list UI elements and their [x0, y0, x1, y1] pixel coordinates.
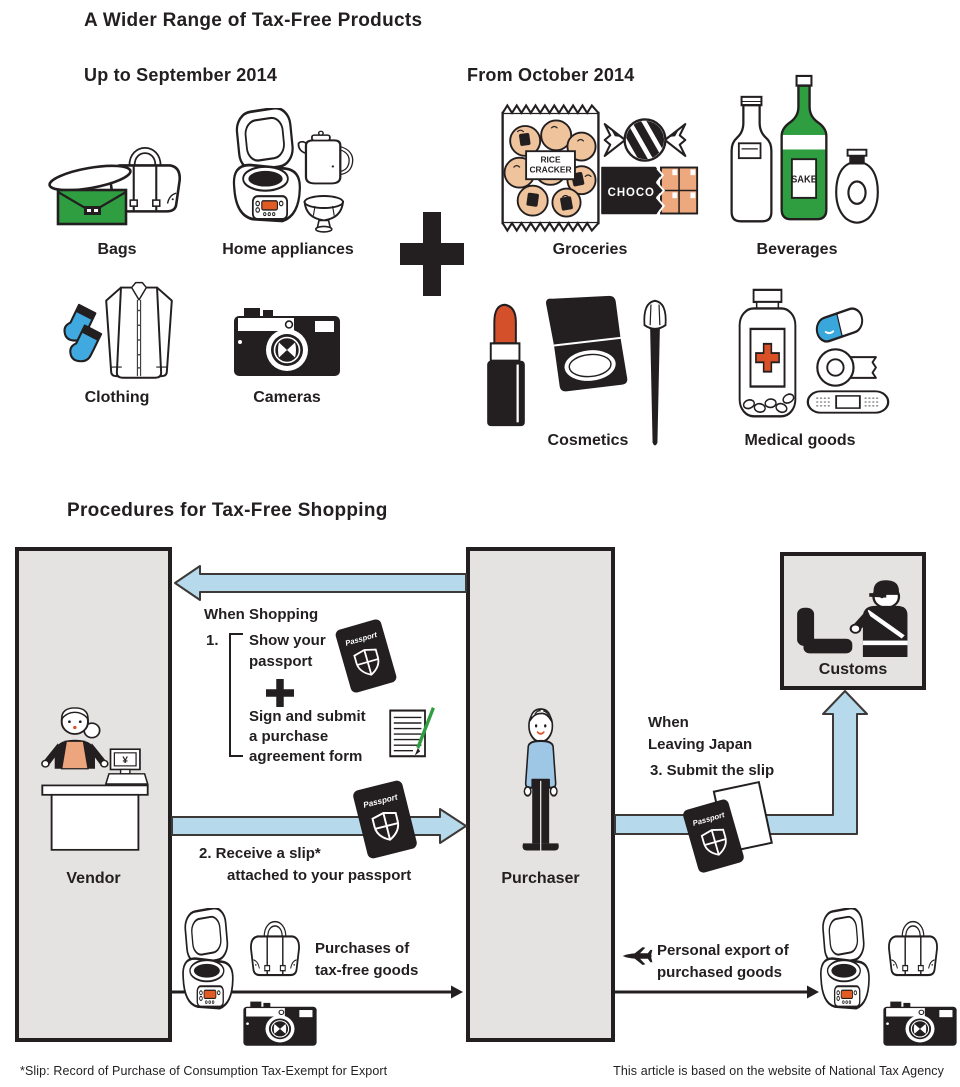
step1-show-line1: Show your — [249, 632, 326, 649]
purchases-line2: tax-free goods — [315, 962, 419, 979]
purchase-form-icon — [389, 705, 437, 759]
rice-cracker-icon — [497, 98, 605, 238]
rice-cracker-label-line2: CRACKER — [529, 164, 572, 175]
after-heading: From October 2014 — [467, 65, 635, 85]
cup-icon — [303, 194, 347, 234]
step2-line1: 2. Receive a slip* — [199, 845, 321, 862]
register-currency-symbol: ¥ — [122, 755, 129, 766]
step1-sign-line3: agreement form — [249, 748, 363, 765]
tape-icon — [813, 345, 882, 390]
step1-bracket — [229, 633, 243, 757]
export-line1: Personal export of — [657, 942, 789, 959]
purchaser-illustration — [510, 702, 572, 854]
product-label-cameras: Cameras — [253, 389, 321, 406]
purchases-line1: Purchases of — [315, 940, 410, 957]
step1-sign-line2: a purchase — [249, 728, 329, 745]
vendor-label: Vendor — [66, 870, 121, 887]
leaving-line2: Leaving Japan — [648, 736, 753, 753]
duffel-bag-icon — [886, 916, 940, 978]
product-label-home-appliances: Home appliances — [222, 241, 354, 258]
step1-number: 1. — [206, 632, 219, 649]
when-shopping-heading: When Shopping — [204, 606, 319, 623]
step1-show-line2: passport — [249, 653, 313, 670]
blue-arrow-to-vendor — [172, 564, 467, 602]
product-label-bags: Bags — [97, 241, 137, 258]
kettle-icon — [297, 126, 353, 188]
sake-label: SAKE — [791, 174, 817, 186]
product-label-groceries: Groceries — [552, 241, 628, 258]
shirt-icon — [98, 281, 180, 381]
bandage-icon — [806, 386, 890, 418]
lipstick-icon — [480, 301, 532, 431]
black-arrow-export — [615, 983, 824, 1001]
socks-icon — [56, 303, 104, 365]
passport-icon — [333, 616, 400, 695]
pill-bottle-icon — [735, 288, 800, 420]
product-label-beverages: Beverages — [756, 241, 838, 258]
leaving-line1: When — [648, 714, 689, 731]
choco-label: CHOCO — [607, 187, 655, 200]
sake-bottle-icon — [777, 74, 831, 224]
purchaser-label: Purchaser — [501, 870, 580, 887]
product-label-clothing: Clothing — [84, 389, 150, 406]
brush-icon — [638, 297, 672, 452]
camera-icon — [231, 304, 343, 378]
passport-icon — [350, 778, 420, 862]
blue-arrow-to-purchaser — [172, 806, 469, 846]
step3-text: 3. Submit the slip — [650, 762, 775, 779]
chocolate-icon — [600, 156, 700, 225]
bags-icon — [48, 136, 184, 228]
compact-icon — [535, 294, 630, 418]
product-label-medical-goods: Medical goods — [744, 432, 856, 449]
vendor-illustration — [33, 700, 157, 852]
customs-label: Customs — [818, 661, 888, 678]
source-note: This article is based on the website of National Tax Agency — [613, 1064, 944, 1078]
rice-cooker-icon — [177, 908, 239, 1018]
step2-line2: attached to your passport — [227, 867, 412, 884]
page-title: A Wider Range of Tax-Free Products — [84, 10, 423, 31]
before-heading: Up to September 2014 — [84, 65, 278, 85]
customs-officer-icon — [795, 573, 917, 657]
export-line2: purchased goods — [657, 964, 783, 981]
section-title: Procedures for Tax-Free Shopping — [67, 500, 388, 521]
step1-sign-line1: Sign and submit — [249, 708, 366, 725]
bottle-icon — [728, 95, 775, 225]
capsule-icon — [813, 303, 866, 347]
camera-icon — [242, 999, 318, 1047]
slip-footnote: *Slip: Record of Purchase of Consumption Tax-Exempt for Export — [20, 1064, 388, 1078]
airplane-icon — [622, 945, 653, 967]
camera-icon — [882, 999, 958, 1047]
rice-cooker-icon — [226, 108, 308, 232]
flask-icon — [833, 148, 881, 227]
product-label-cosmetics: Cosmetics — [547, 432, 629, 449]
passport-with-slip-icon — [686, 780, 768, 875]
duffel-bag-icon — [248, 916, 302, 978]
rice-cracker-label-line1: RICE — [540, 154, 561, 165]
plus-icon — [400, 212, 464, 296]
rice-cooker-icon — [815, 908, 875, 1018]
plus-icon — [266, 679, 294, 707]
